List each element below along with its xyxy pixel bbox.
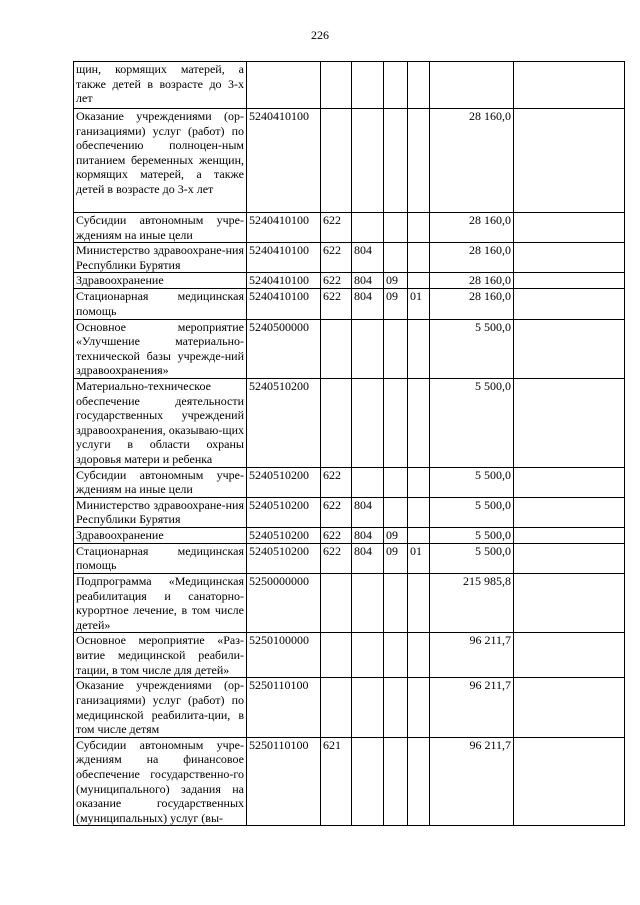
cell-ministry-code <box>352 574 384 633</box>
cell-section <box>384 467 408 497</box>
cell-name: Министерство здравоохране-ния Республики Бурятия <box>74 243 247 273</box>
cell-subsection <box>408 497 430 527</box>
table-row <box>74 527 625 543</box>
cell-subsection <box>408 319 430 378</box>
cell-subsection <box>408 527 430 543</box>
table-row <box>74 319 625 378</box>
cell-subsection <box>408 273 430 289</box>
cell-section <box>384 213 408 243</box>
cell-target-code: 5240510200 <box>247 543 321 573</box>
cell-name: Оказание учреждениями (ор-ганизациями) услуг (работ) по обеспечению полноцен-ным питанием беременных женщин, кормящих матерей, а также детей в возрасте до 3-х лет <box>74 109 247 213</box>
cell-section <box>384 109 408 213</box>
cell-section: 09 <box>384 289 408 319</box>
table-row <box>74 633 625 678</box>
cell-subsection <box>408 574 430 633</box>
cell-expense-type: 622 <box>321 497 352 527</box>
cell-section <box>384 737 408 826</box>
cell-subsection <box>408 633 430 678</box>
cell-subsection <box>408 243 430 273</box>
cell-section <box>384 497 408 527</box>
cell-target-code: 5240510200 <box>247 497 321 527</box>
cell-amount: 28 160,0 <box>430 273 514 289</box>
cell-section: 09 <box>384 527 408 543</box>
cell-target-code: 5240510200 <box>247 527 321 543</box>
cell-amount: 28 160,0 <box>430 243 514 273</box>
cell-target-code: 5250110100 <box>247 737 321 826</box>
cell-empty <box>514 527 625 543</box>
table-body <box>74 62 625 826</box>
cell-section: 09 <box>384 273 408 289</box>
budget-table <box>73 61 625 826</box>
cell-empty <box>514 289 625 319</box>
cell-section <box>384 633 408 678</box>
table-row <box>74 497 625 527</box>
cell-subsection <box>408 737 430 826</box>
cell-expense-type: 622 <box>321 273 352 289</box>
table-row <box>74 289 625 319</box>
page-number: 226 <box>311 28 329 42</box>
cell-name: Субсидии автономным учре-ждениям на финансовое обеспечение государственно-го (муниципального) задания на оказание государственных (муниципальных) услуг (вы- <box>74 737 247 826</box>
cell-amount: 28 160,0 <box>430 289 514 319</box>
cell-ministry-code <box>352 737 384 826</box>
cell-empty <box>514 543 625 573</box>
cell-subsection <box>408 109 430 213</box>
cell-expense-type: 621 <box>321 737 352 826</box>
cell-amount: 5 500,0 <box>430 319 514 378</box>
cell-expense-type: 622 <box>321 213 352 243</box>
cell-empty <box>514 378 625 467</box>
cell-empty <box>514 109 625 213</box>
cell-expense-type <box>321 678 352 737</box>
cell-amount: 96 211,7 <box>430 737 514 826</box>
cell-subsection <box>408 378 430 467</box>
cell-amount: 5 500,0 <box>430 527 514 543</box>
cell-name: Здравоохранение <box>74 527 247 543</box>
cell-amount: 5 500,0 <box>430 497 514 527</box>
cell-target-code: 5240510200 <box>247 378 321 467</box>
cell-name: Министерство здравоохране-ния Республики Бурятия <box>74 497 247 527</box>
cell-section <box>384 678 408 737</box>
cell-name: Материально-техническое обеспечение деятельности государственных учреждений здравоохранения, оказываю-щих услуги в области охраны здоровья матери и ребенка <box>74 378 247 467</box>
cell-empty <box>514 319 625 378</box>
cell-ministry-code <box>352 678 384 737</box>
cell-name: Стационарная медицинская помощь <box>74 289 247 319</box>
cell-subsection <box>408 678 430 737</box>
cell-amount: 5 500,0 <box>430 543 514 573</box>
cell-name: Субсидии автономным учре-ждениям на иные цели <box>74 213 247 243</box>
cell-target-code: 5240410100 <box>247 213 321 243</box>
cell-section <box>384 319 408 378</box>
table-row <box>74 467 625 497</box>
cell-name: Основное мероприятие «Улучшение материально-технической базы учрежде-ний здравоохранения» <box>74 319 247 378</box>
cell-empty <box>514 243 625 273</box>
cell-section <box>384 62 408 109</box>
cell-expense-type <box>321 109 352 213</box>
cell-empty <box>514 62 625 109</box>
cell-empty <box>514 467 625 497</box>
cell-expense-type: 622 <box>321 289 352 319</box>
cell-ministry-code <box>352 378 384 467</box>
cell-name: Основное мероприятие «Раз-витие медицинской реабили-тации, в том числе для детей» <box>74 633 247 678</box>
cell-subsection: 01 <box>408 543 430 573</box>
cell-name: Субсидии автономным учре-ждениям на иные цели <box>74 467 247 497</box>
table-row <box>74 213 625 243</box>
cell-name: Здравоохранение <box>74 273 247 289</box>
cell-section: 09 <box>384 543 408 573</box>
cell-amount: 28 160,0 <box>430 109 514 213</box>
cell-target-code: 5250100000 <box>247 633 321 678</box>
cell-empty <box>514 678 625 737</box>
cell-empty <box>514 737 625 826</box>
cell-ministry-code: 804 <box>352 497 384 527</box>
table-row <box>74 574 625 633</box>
table-row <box>74 62 625 109</box>
cell-target-code: 5240410100 <box>247 289 321 319</box>
cell-empty <box>514 497 625 527</box>
table-row <box>74 109 625 213</box>
table-row <box>74 273 625 289</box>
cell-name: щин, кормящих матерей, а также детей в возрасте до 3-х лет <box>74 62 247 109</box>
cell-ministry-code: 804 <box>352 527 384 543</box>
cell-expense-type: 622 <box>321 543 352 573</box>
cell-ministry-code: 804 <box>352 243 384 273</box>
cell-target-code: 5240410100 <box>247 109 321 213</box>
cell-target-code: 5240510200 <box>247 467 321 497</box>
cell-empty <box>514 574 625 633</box>
cell-subsection <box>408 213 430 243</box>
cell-target-code: 5250110100 <box>247 678 321 737</box>
cell-ministry-code <box>352 319 384 378</box>
cell-amount: 215 985,8 <box>430 574 514 633</box>
cell-expense-type <box>321 633 352 678</box>
table-row <box>74 243 625 273</box>
cell-name: Оказание учреждениями (ор-ганизациями) услуг (работ) по медицинской реабилита-ции, в том числе детям <box>74 678 247 737</box>
cell-expense-type <box>321 378 352 467</box>
cell-amount: 96 211,7 <box>430 678 514 737</box>
cell-expense-type: 622 <box>321 243 352 273</box>
table-row <box>74 678 625 737</box>
cell-ministry-code <box>352 109 384 213</box>
cell-target-code: 5240410100 <box>247 273 321 289</box>
cell-section <box>384 243 408 273</box>
cell-target-code: 5240500000 <box>247 319 321 378</box>
cell-amount <box>430 62 514 109</box>
cell-amount: 5 500,0 <box>430 378 514 467</box>
table-row <box>74 543 625 573</box>
cell-expense-type: 622 <box>321 527 352 543</box>
cell-subsection <box>408 62 430 109</box>
cell-amount: 96 211,7 <box>430 633 514 678</box>
table-row <box>74 737 625 826</box>
table-row <box>74 378 625 467</box>
cell-name: Подпрограмма «Медицинская реабилитация и санаторно-курортное лечение, в том числе детей» <box>74 574 247 633</box>
cell-expense-type <box>321 62 352 109</box>
cell-target-code <box>247 62 321 109</box>
cell-amount: 5 500,0 <box>430 467 514 497</box>
cell-name: Стационарная медицинская помощь <box>74 543 247 573</box>
cell-expense-type: 622 <box>321 467 352 497</box>
cell-ministry-code <box>352 633 384 678</box>
cell-empty <box>514 273 625 289</box>
cell-section <box>384 574 408 633</box>
cell-target-code: 5240410100 <box>247 243 321 273</box>
cell-ministry-code: 804 <box>352 289 384 319</box>
cell-ministry-code <box>352 467 384 497</box>
cell-subsection: 01 <box>408 289 430 319</box>
cell-amount: 28 160,0 <box>430 213 514 243</box>
cell-ministry-code <box>352 213 384 243</box>
cell-ministry-code <box>352 62 384 109</box>
cell-subsection <box>408 467 430 497</box>
cell-ministry-code: 804 <box>352 273 384 289</box>
cell-expense-type <box>321 574 352 633</box>
cell-target-code: 5250000000 <box>247 574 321 633</box>
cell-ministry-code: 804 <box>352 543 384 573</box>
cell-section <box>384 378 408 467</box>
cell-expense-type <box>321 319 352 378</box>
cell-empty <box>514 213 625 243</box>
cell-empty <box>514 633 625 678</box>
